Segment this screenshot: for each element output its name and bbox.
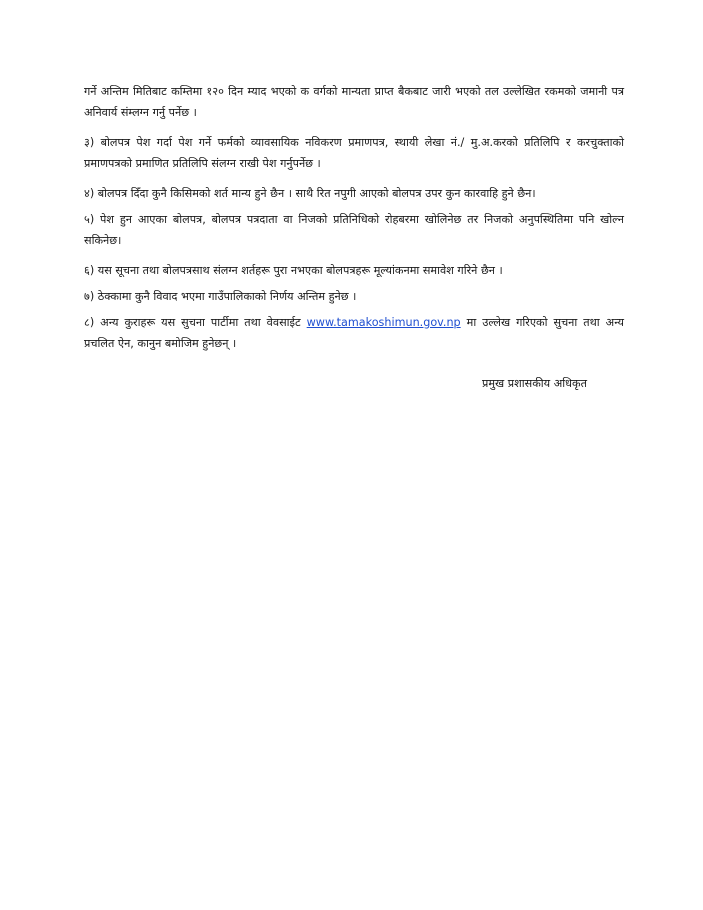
paragraph-7: ७) ठेक्कामा कुनै विवाद भएमा गाउँपालिकाको निर्णय अन्तिम हुनेछ । (84, 290, 357, 303)
website-link[interactable]: www.tamakoshimun.gov.np (306, 316, 461, 329)
paragraph-8-lead: ८) अन्य कुराहरू यस सुचना पार्टीमा तथा वेवसाईट (84, 316, 307, 329)
notice-body (84, 81, 624, 363)
paragraph-8-tail: मा उल्लेख गरिएको सुचना तथा अन्य प्रचलित ऐन, कानुन बमोजिम हुनेछन् । (84, 316, 624, 350)
paragraph-5: ५) पेश हुन आएका बोलपत्र, बोलपत्र पत्रदाता वा निजको प्रतिनिधिको रोहबरमा खोलिनेछ तर निजको अनुपस्थितिमा पनि खोल्न सकिनेछ। (84, 213, 624, 247)
paragraph-4: ४) बोलपत्र दिँदा कुनै किसिमको शर्त मान्य हुने छैन । साथै रित नपुगी आएको बोलपत्र उपर कुन कारवाहि हुने छैन। (84, 187, 536, 200)
paragraph-continuation: गर्ने अन्तिम मितिबाट कम्तिमा १२० दिन म्याद भएको क वर्गको मान्यता प्राप्त बैकबाट जारी भएको तल उल्लेखित रकमको जमानी पत्र अनिवार्य संम्लग्न गर्नु पर्नेछ । (84, 85, 624, 119)
paragraph-8 (84, 312, 624, 354)
signature-title: प्रमुख प्रशासकीय अधिकृत (482, 377, 588, 390)
paragraph-6: ६) यस सूचना तथा बोलपत्रसाथ संलग्न शर्तहरू पुरा नभएका बोलपत्रहरू मूल्यांकनमा समावेश गरिने छैन । (84, 264, 503, 277)
paragraph-3: ३) बोलपत्र पेश गर्दा पेश गर्ने फर्मको व्यावसायिक नविकरण प्रमाणपत्र, स्थायी लेखा नं./ मु.अ.करको प्रतिलिपि र करचुक्ताको प्रमाणपत्रको प्रमाणित प्रतिलिपि संलग्न राखी पेश गर्नुपर्नेछ । (84, 136, 624, 170)
